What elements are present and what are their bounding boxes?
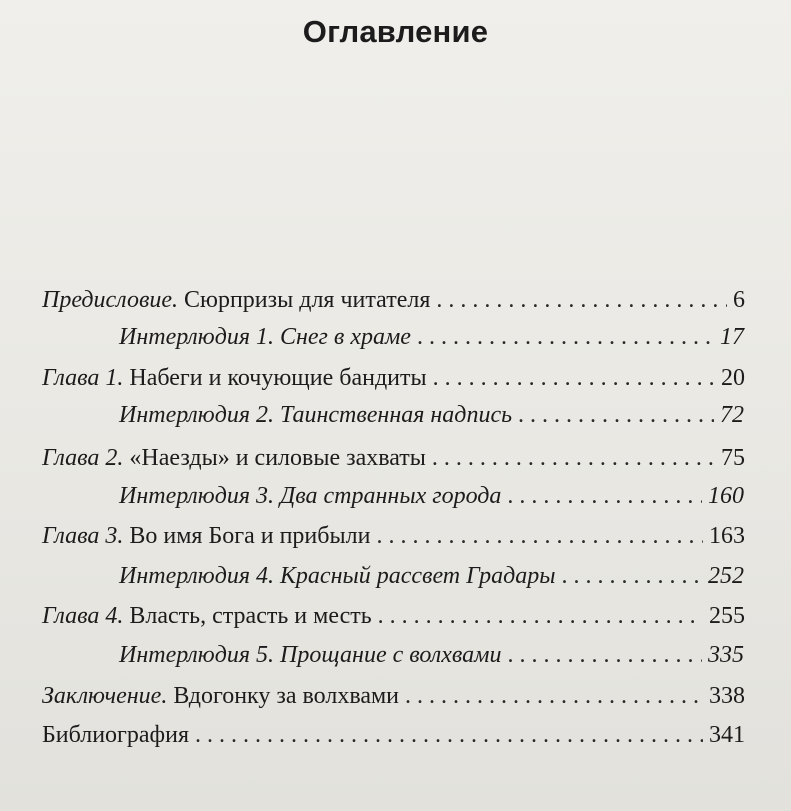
- toc-entry-title: Интерлюдия 5. Прощание с волхвами: [119, 642, 502, 668]
- dot-leader: [378, 601, 703, 631]
- toc-entry-title: Вдогонку за волхвами: [167, 683, 400, 709]
- toc-entry-chapter-1: [42, 363, 745, 393]
- toc-entry-interlude-3: [119, 481, 744, 511]
- toc-entry-lead: Глава 1.: [42, 365, 124, 391]
- toc-entry-interlude-2: [119, 400, 744, 430]
- dot-leader: [518, 400, 714, 430]
- toc-entry-chapter-2: [42, 443, 745, 473]
- toc-entry-title: «Наезды» и силовые захваты: [123, 445, 426, 471]
- toc-entry-title: Во имя Бога и прибыли: [123, 523, 371, 549]
- toc-entry-page: 72: [720, 402, 744, 428]
- dot-leader: [433, 363, 715, 393]
- toc-entry-conclusion: [42, 681, 745, 711]
- dot-leader: [507, 640, 702, 670]
- dot-leader: [405, 681, 703, 711]
- toc-entry-page: 6: [733, 287, 745, 313]
- dot-leader: [417, 322, 714, 352]
- dot-leader: [432, 443, 715, 473]
- toc-entry-title: Интерлюдия 4. Красный рассвет Градары: [119, 563, 556, 589]
- toc-entry-page: 160: [708, 483, 744, 509]
- toc-entry-bibliography: [42, 720, 745, 750]
- toc-entry-interlude-5: [119, 640, 744, 670]
- toc-entry-lead: Глава 3.: [42, 523, 124, 549]
- toc-entry-title: Интерлюдия 3. Два странных города: [119, 483, 502, 509]
- toc-entry-lead: Глава 2.: [42, 445, 124, 471]
- toc-entry-page: 341: [709, 722, 745, 748]
- toc-entry-interlude-1: [119, 322, 744, 352]
- toc-entry-page: 17: [720, 324, 744, 350]
- dot-leader: [376, 521, 703, 551]
- toc-entry-title: Интерлюдия 1. Снег в храме: [119, 324, 411, 350]
- dot-leader: [562, 561, 702, 591]
- dot-leader: [436, 285, 727, 315]
- toc-entry-page: 255: [709, 603, 745, 629]
- toc-entry-lead: Предисловие.: [42, 287, 179, 313]
- toc-entry-page: 75: [721, 445, 745, 471]
- toc-entry-title: Библиография: [42, 722, 189, 748]
- toc-entry-title: Набеги и кочующие бандиты: [123, 365, 427, 391]
- dot-leader: [507, 481, 702, 511]
- toc-entry-lead: Глава 4.: [42, 603, 124, 629]
- dot-leader: [195, 720, 703, 750]
- toc-entry-title: Сюрпризы для читателя: [178, 287, 431, 313]
- toc-entry-page: 338: [709, 683, 745, 709]
- toc-entry-interlude-4: [119, 561, 744, 591]
- toc-entry-lead: Заключение.: [42, 683, 168, 709]
- toc-entry-page: 252: [708, 563, 744, 589]
- toc-entry-page: 163: [709, 523, 745, 549]
- toc-entry-page: 20: [721, 365, 745, 391]
- toc-entry-preface: [42, 285, 745, 315]
- toc-entry-chapter-3: [42, 521, 745, 551]
- page-title: Оглавление: [302, 14, 489, 49]
- toc-entry-page: 335: [708, 642, 744, 668]
- toc-entry-title: Власть, страсть и месть: [123, 603, 372, 629]
- toc-entry-title: Интерлюдия 2. Таинственная надпись: [119, 402, 513, 428]
- toc-entry-chapter-4: [42, 601, 745, 631]
